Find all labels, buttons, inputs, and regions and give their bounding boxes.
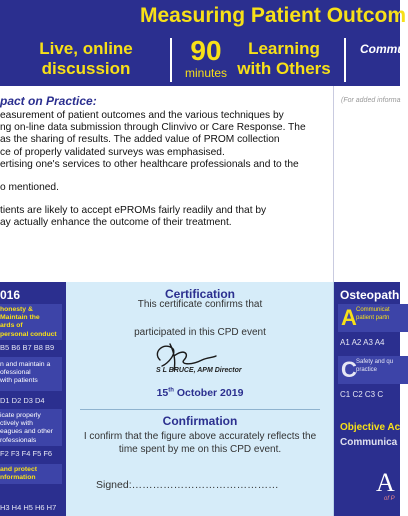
certification-heading: Certification — [164, 287, 235, 301]
format-label: Live, online discussion — [39, 39, 133, 78]
impact-line: ay actually enhance the outcome of their treatment. — [0, 217, 232, 229]
standard-codes: B5 B6 B7 B8 B9 — [0, 343, 55, 352]
impact-section — [0, 86, 334, 282]
standard-text: and protect nformation — [0, 466, 38, 482]
theme-text: Safety and qu practice — [356, 359, 394, 373]
standard-text: icate properly ctively with eagues and other rofessionals — [0, 412, 53, 444]
standard-text: n and maintain a ofessional with patients — [0, 361, 51, 385]
learning-label: Learning with Others — [237, 39, 331, 78]
top-banner — [0, 0, 407, 34]
signature-line: Signed:…………………………………… — [96, 479, 279, 491]
standard-codes: F2 F3 F4 F5 F6 — [0, 449, 53, 458]
theme-letter: A — [341, 305, 357, 330]
divider — [344, 38, 346, 82]
impact-line: tients are likely to accept ePROMs fairly readily and that by — [0, 205, 267, 217]
info-band — [0, 34, 405, 86]
page-title: Measuring Patient Outcom — [140, 4, 407, 27]
impact-heading: pact on Practice: — [0, 94, 97, 108]
additional-info-note: (For added informa — [341, 97, 401, 104]
confirmation-heading: Confirmation — [162, 414, 238, 428]
standard-codes: D1 D2 D3 D4 — [0, 396, 45, 405]
theme-codes: C1 C2 C3 C — [340, 390, 384, 399]
communication-label: Commu — [360, 42, 405, 56]
theme-letter: C — [341, 357, 357, 382]
objective-value: Communica — [340, 437, 398, 448]
signer-name: S L BRUCE, APM Director — [156, 367, 242, 374]
certificate-panel — [66, 282, 334, 516]
event-date: 15th October 2019 — [156, 387, 244, 399]
divider — [80, 409, 320, 410]
theme-codes: A1 A2 A3 A4 — [340, 338, 385, 347]
impact-line: ce of properly validated surveys was emphasised. — [0, 146, 225, 158]
impact-line: as the sharing of results. The added value of PROM collection — [0, 134, 280, 146]
duration-unit: minutes — [184, 66, 228, 80]
objective-heading: Objective Ac — [340, 422, 401, 433]
confirmation-text: I confirm that the figure above accurately reflects the time spent by me on this CPD event. — [83, 431, 317, 455]
standard-text: honesty & Maintain the ards of personal conduct — [0, 306, 57, 338]
theme-text: Communicat patient partn — [356, 307, 390, 321]
impact-line: ertising one's services to other healthcare professionals and to the — [0, 158, 299, 170]
impact-body — [0, 110, 334, 241]
osteopathic-standards-panel — [334, 282, 400, 516]
standards-year: 016 — [0, 288, 21, 302]
impact-line: ng on-line data submission through Clinvivo or Care Response. The — [0, 122, 306, 134]
logo-subtext: of P — [384, 496, 395, 502]
osteopathic-heading: Osteopath — [340, 288, 400, 302]
standards-panel — [0, 282, 66, 516]
impact-line: o mentioned. — [0, 182, 59, 194]
participation-statement: participated in this CPD event — [134, 327, 266, 338]
certificate-statement: This certificate confirms that — [137, 299, 263, 310]
impact-line: easurement of patient outcomes and the various techniques by — [0, 110, 284, 121]
standard-codes: H3 H4 H5 H6 H7 — [0, 503, 57, 512]
divider — [170, 38, 172, 82]
duration-value: 90 — [190, 35, 222, 66]
logo-mark: A — [376, 468, 395, 497]
